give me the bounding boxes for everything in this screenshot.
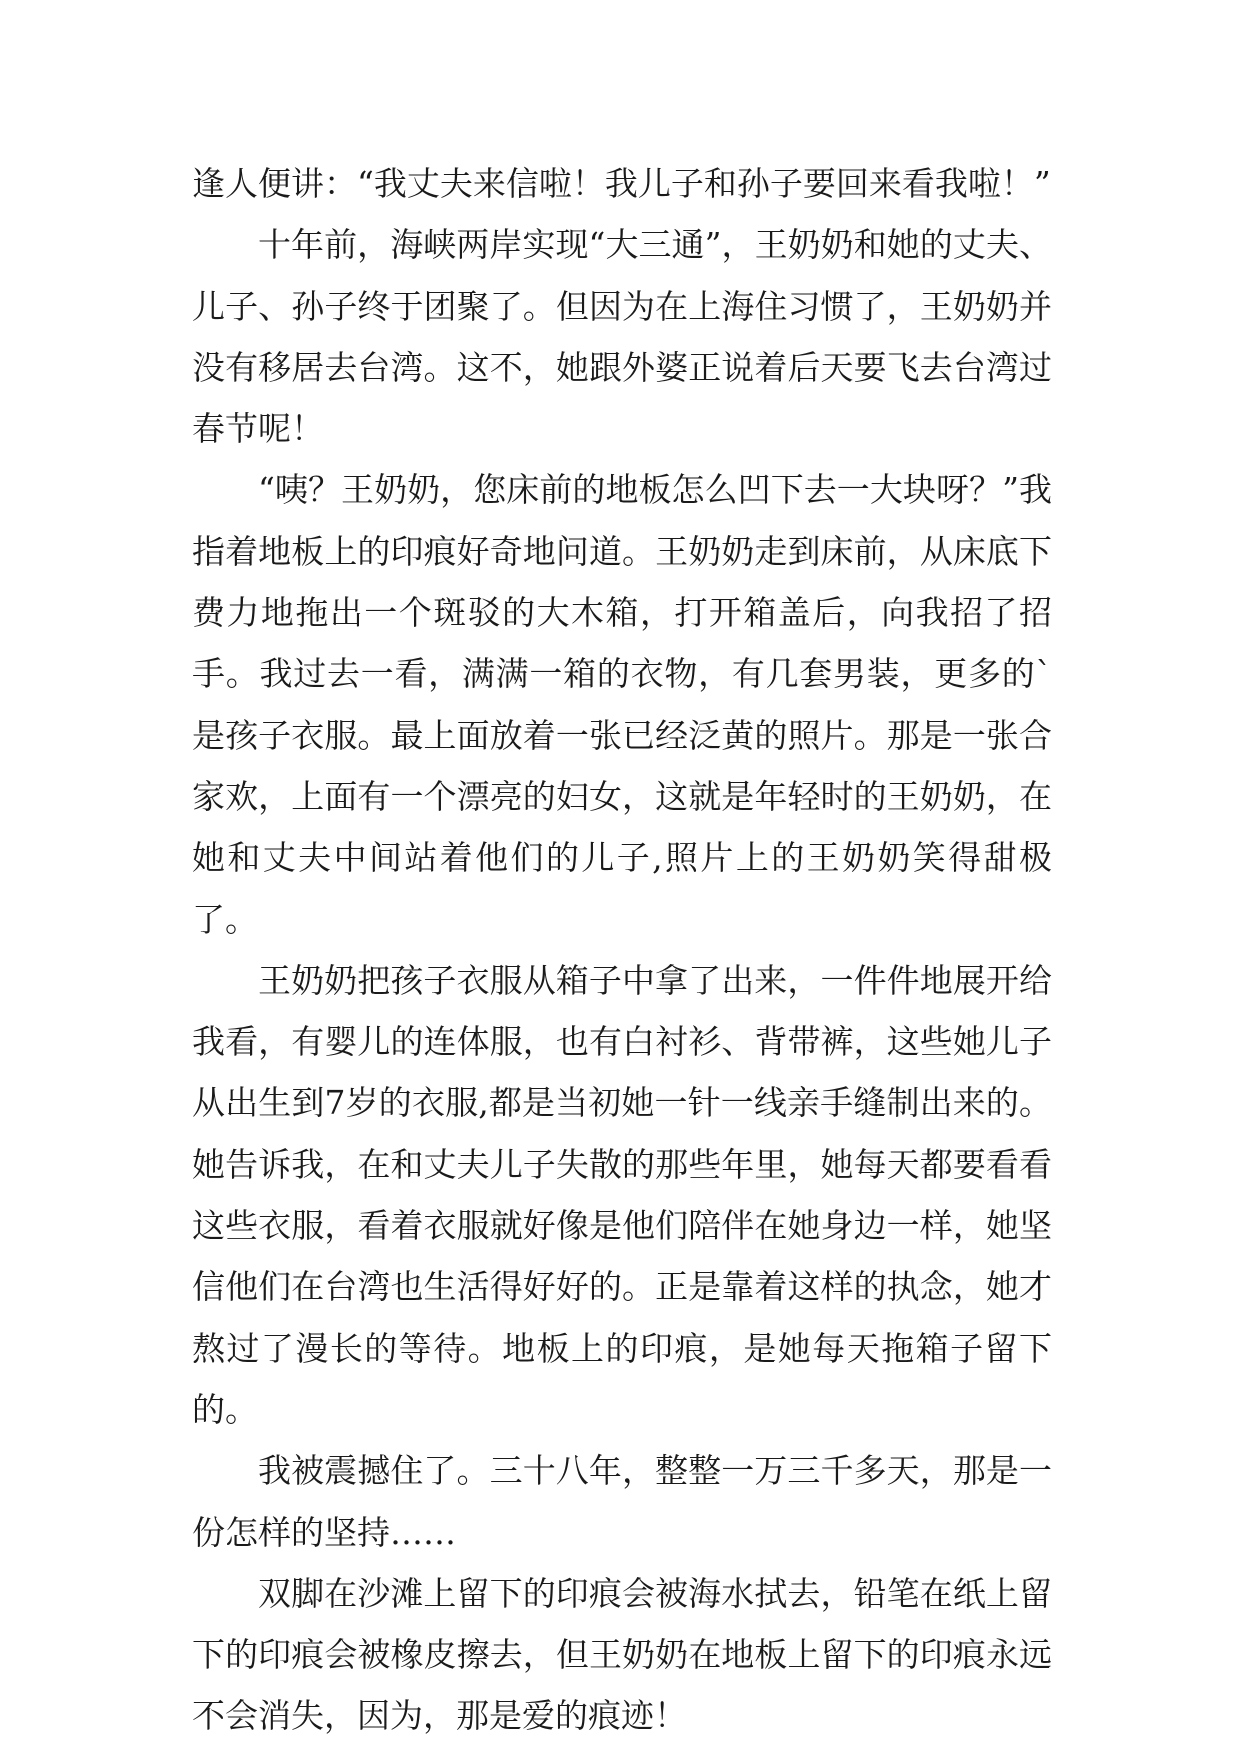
body-text <box>192 153 1052 1747</box>
paragraph-conclusion: 双脚在沙滩上留下的印痕会被海水拭去，铅笔在纸上留下的印痕会被橡皮擦去，但王奶奶在地板上留下的印痕永远不会消失，因为，那是爱的痕迹！ <box>192 1573 1052 1736</box>
paragraph-continuation: 逢人便讲：“我丈夫来信啦！我儿子和孙子要回来看我啦！” <box>192 164 1051 203</box>
paragraph-clothes: 王奶奶把孩子衣服从箱子中拿了出来，一件件地展开给我看，有婴儿的连体服，也有白衬衫、背带裤，这些她儿子从出生到7岁的衣服,都是当初她一针一线亲手缝制出来的。她告诉我，在和丈夫儿子失散的那些年里，她每天都要看看这些衣服，看着衣服就好像是他们陪伴在她身边一样，她坚信他们在台湾也生活得好好的。正是靠着这样的执念，她才熬过了漫长的等待。地板上的印痕，是她每天拖箱子留下的。 <box>192 960 1052 1429</box>
paragraph-reunion: 十年前，海峡两岸实现“大三通”，王奶奶和她的丈夫、儿子、孙子终于团聚了。但因为在上海住习惯了，王奶奶并没有移居去台湾。这不，她跟外婆正说着后天要飞去台湾过春节呢！ <box>192 225 1052 449</box>
paragraph-shock: 我被震撼住了。三十八年，整整一万三千多天，那是一份怎样的坚持…… <box>192 1451 1052 1552</box>
paragraph-floor-mark: “咦？王奶奶，您床前的地板怎么凹下去一大块呀？”我指着地板上的印痕好奇地问道。王奶奶走到床前，从床底下费力地拖出一个斑驳的大木箱，打开箱盖后，向我招了招手。我过去一看，满满一箱的衣物，有几套男装，更多的`是孩子衣服。最上面放着一张已经泛黄的照片。那是一张合家欢，上面有一个漂亮的妇女，这就是年轻时的王奶奶，在她和丈夫中间站着他们的儿子,照片上的王奶奶笑得甜极了。 <box>192 470 1052 939</box>
